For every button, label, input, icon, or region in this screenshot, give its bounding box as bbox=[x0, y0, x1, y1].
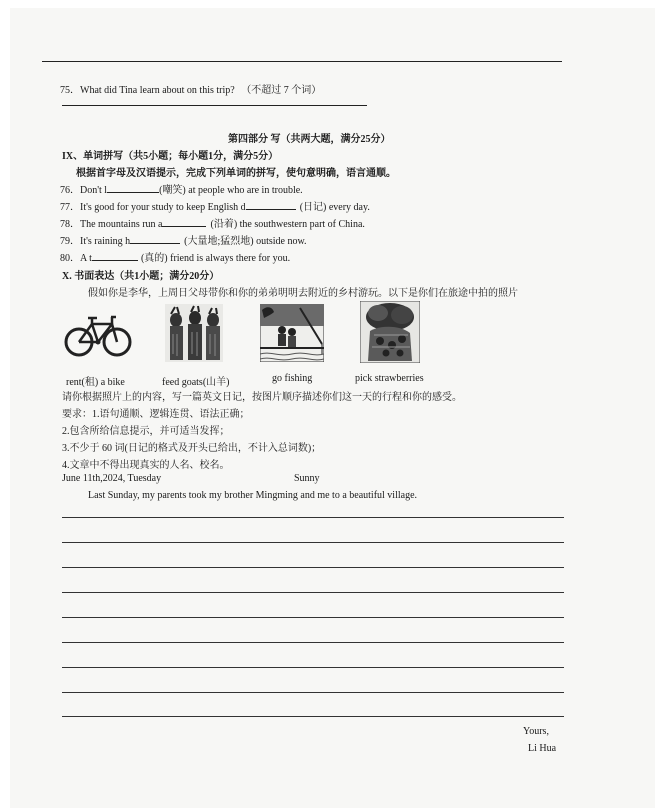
diary-signature: Li Hua bbox=[528, 743, 557, 754]
writing-line[interactable] bbox=[62, 542, 564, 543]
writing-line[interactable] bbox=[62, 692, 564, 693]
section-9-heading: IX、单词拼写（共5小题；每小题1分，满分5分） bbox=[62, 151, 279, 162]
item-76-num: 76． bbox=[60, 185, 80, 196]
requirement-2: 2.包含所给信息提示，并可适当发挥； bbox=[62, 426, 230, 437]
writing-line[interactable] bbox=[62, 667, 564, 668]
blank-80[interactable] bbox=[92, 251, 138, 261]
item-77-stem: It's good for your study to keep English d bbox=[80, 202, 246, 213]
item-80-stem: A t bbox=[80, 253, 92, 264]
strawberries-icon bbox=[360, 301, 420, 363]
writing-line[interactable] bbox=[62, 642, 564, 643]
diary-closing: Yours, bbox=[523, 726, 549, 737]
item-78-num: 78． bbox=[60, 219, 80, 230]
section-10-heading: X. 书面表达（共1小题；满分20分） bbox=[62, 271, 220, 282]
item-79-num: 79． bbox=[60, 236, 80, 247]
photo-caption-2: feed goats(山羊) bbox=[162, 377, 230, 388]
diary-opening: Last Sunday, my parents took my brother Mingming and me to a beautiful village. bbox=[88, 490, 418, 501]
writing-line[interactable] bbox=[62, 567, 564, 568]
requirement-4: 4.文章中不得出现真实的人名、校名。 bbox=[62, 460, 230, 471]
item-80-num: 80． bbox=[60, 253, 80, 264]
blank-78[interactable] bbox=[162, 217, 206, 227]
requirement-3: 3.不少于 60 词(日记的格式及开头已给出，不计入总词数)； bbox=[62, 443, 322, 454]
question-75-hint: （不超过 7 个词） bbox=[241, 85, 322, 96]
top-rule bbox=[42, 61, 562, 62]
item-76 bbox=[60, 181, 303, 196]
writing-line[interactable] bbox=[62, 517, 564, 518]
question-75 bbox=[60, 81, 321, 96]
item-79 bbox=[60, 232, 307, 247]
item-78-hint: (沿着) the southwestern part of China. bbox=[210, 219, 365, 230]
item-78 bbox=[60, 215, 365, 230]
photo-caption-1: rent(租) a bike bbox=[66, 377, 125, 388]
item-76-stem: Don't l bbox=[80, 185, 108, 196]
item-79-hint: (大量地;猛烈地) outside now. bbox=[184, 236, 307, 247]
blank-76[interactable] bbox=[107, 183, 159, 193]
blank-79[interactable] bbox=[130, 234, 180, 244]
bicycle-icon bbox=[64, 308, 132, 360]
photo-caption-3: go fishing bbox=[272, 373, 313, 384]
goats-icon bbox=[165, 304, 223, 362]
fishing-icon bbox=[260, 304, 324, 362]
task-instruction: 请你根据照片上的内容，写一篇英文日记，按图片顺序描述你们这一天的行程和你的感受。 bbox=[62, 392, 462, 403]
item-77-hint: (日记) every day. bbox=[299, 202, 370, 213]
item-78-stem: The mountains run a bbox=[80, 219, 163, 230]
diary-date: June 11th,2024, Tuesday bbox=[62, 473, 162, 484]
section-10-intro: 假如你是李华，上周日父母带你和你的弟弟明明去附近的乡村游玩。以下是你们在旅途中拍的照片 bbox=[88, 288, 518, 299]
diary-weather: Sunny bbox=[294, 473, 320, 484]
part4-title: 第四部分 写（共两大题，满分25分） bbox=[228, 134, 391, 145]
blank-77[interactable] bbox=[246, 200, 296, 210]
photo-caption-4: pick strawberries bbox=[355, 373, 424, 384]
question-75-text: 75．What did Tina learn about on this trip? bbox=[60, 85, 235, 96]
item-80 bbox=[60, 249, 290, 264]
item-76-hint: (嘲笑) at people who are in trouble. bbox=[159, 185, 303, 196]
item-79-stem: It's raining h bbox=[80, 236, 131, 247]
answer-line-75[interactable] bbox=[62, 105, 367, 106]
item-77-num: 77． bbox=[60, 202, 80, 213]
section-9-instruction: 根据首字母及汉语提示，完成下列单词的拼写，使句意明确，语言通顺。 bbox=[76, 168, 396, 179]
item-77 bbox=[60, 198, 370, 213]
writing-line[interactable] bbox=[62, 592, 564, 593]
writing-line[interactable] bbox=[62, 617, 564, 618]
writing-line[interactable] bbox=[62, 716, 564, 717]
exam-page bbox=[10, 8, 655, 808]
requirement-1: 要求：1.语句通顺、逻辑连贯、语法正确； bbox=[62, 409, 250, 420]
item-80-hint: (真的) friend is always there for you. bbox=[140, 253, 291, 264]
